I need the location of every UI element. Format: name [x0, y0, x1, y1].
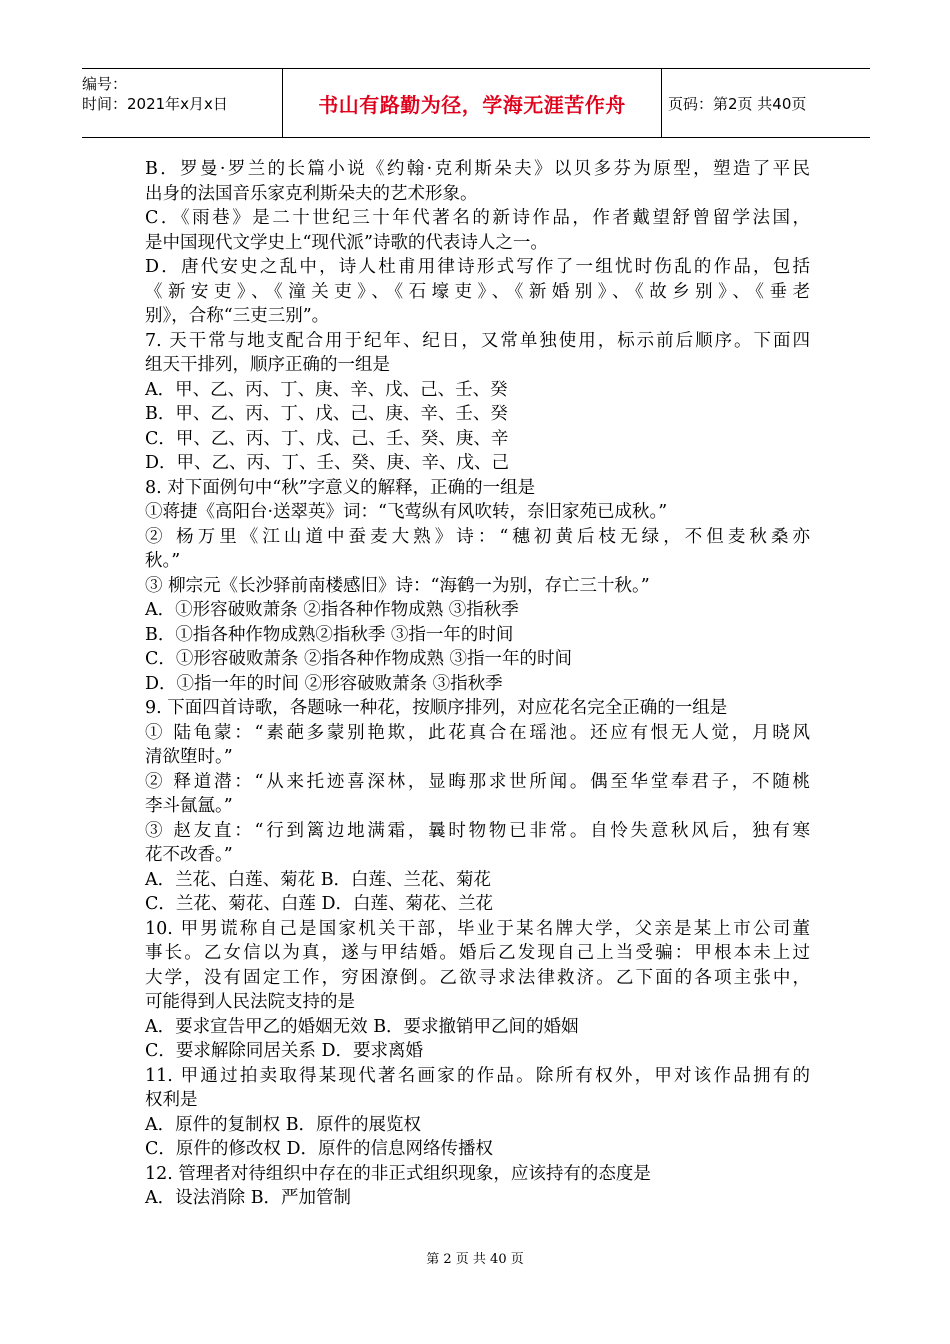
text-line: D．甲、乙、丙、丁、壬、癸、庚、辛、戊、己 — [145, 453, 510, 473]
text-line: ② 杨万里《江山道中蚕麦大熟》诗：“穗初黄后枝无绿，不但麦秋桑亦 — [145, 526, 810, 547]
text-line: 是中国现代文学史上“现代派”诗歌的代表诗人之一。 — [145, 232, 548, 253]
text-line: A．原件的复制权 B．原件的展览权 — [145, 1114, 422, 1135]
text-line: A．兰花、白莲、菊花 B．白莲、兰花、菊花 — [145, 869, 492, 890]
text-line: C．兰花、菊花、白莲 D．白莲、菊花、兰花 — [145, 894, 493, 914]
text-line: 别》，合称“三吏三别”。 — [145, 306, 330, 326]
text-line: D．①指一年的时间 ②形容破败萧条 ③指秋季 — [145, 673, 503, 694]
text-line: 7. 天干常与地支配合用于纪年、纪日，又常单独使用，标示前后顺序。下面四 — [145, 330, 810, 351]
text-line: ② 释道潜：“从来托迹喜深林，显晦那求世所闻。偶至华堂奉君子，不随桃 — [145, 771, 810, 792]
text-line: 《新安吏》、《潼关吏》、《石壕吏》、《新婚别》、《故乡别》、《垂老 — [145, 281, 810, 302]
text-line: 大学，没有固定工作，穷困潦倒。乙欲寻求法律救济。乙下面的各项主张中， — [145, 967, 810, 988]
header-motto: 书山有路勤为径，学海无涯苦作舟 — [318, 92, 626, 117]
text-line: 出身的法国音乐家克利斯朵夫的艺术形象。 — [145, 183, 478, 204]
text-line: 8. 对下面例句中“秋”字意义的解释，正确的一组是 — [145, 477, 536, 498]
page-footer: 第 2 页 共 40 页 — [426, 1252, 524, 1267]
text-line: ①蒋捷《高阳台·送翠英》词：“飞莺纵有风吹转，奈旧家苑已成秋。” — [145, 502, 668, 522]
text-line: 花不改香。” — [145, 845, 233, 865]
text-line: C．原件的修改权 D．原件的信息网络传播权 — [145, 1139, 493, 1159]
text-line: 10. 甲男谎称自己是国家机关干部，毕业于某名牌大学，父亲是某上市公司董 — [145, 918, 810, 939]
text-line: 秋。” — [145, 551, 181, 571]
text-line: A．要求宣告甲乙的婚姻无效 B．要求撤销甲乙间的婚姻 — [145, 1016, 579, 1037]
text-line: B．罗曼·罗兰的长篇小说《约翰·克利斯朵夫》以贝多芬为原型，塑造了平民 — [145, 159, 810, 179]
text-line: C．①形容破败萧条 ②指各种作物成熟 ③指一年的时间 — [145, 649, 573, 669]
text-line: 12. 管理者对待组织中存在的非正式组织现象，应该持有的态度是 — [145, 1163, 651, 1184]
page-header — [82, 68, 870, 138]
document-date-label: 时间：2021年x月x日 — [82, 95, 228, 113]
text-line: 11. 甲通过拍卖取得某现代著名画家的作品。除所有权外，甲对该作品拥有的 — [145, 1065, 810, 1086]
header-page-info: 页码：第2页 共40页 — [668, 94, 807, 113]
text-line: C．《雨巷》是二十世纪三十年代著名的新诗作品，作者戴望舒曾留学法国， — [145, 208, 810, 228]
text-line: 事长。乙女信以为真，遂与甲结婚。婚后乙发现自己上当受骗：甲根本未上过 — [145, 943, 810, 963]
header-motto-cell — [283, 69, 662, 137]
text-line: A．甲、乙、丙、丁、庚、辛、戊、己、壬、癸 — [145, 379, 508, 400]
document-number-label: 编号： — [82, 75, 128, 93]
text-line: D．唐代安史之乱中，诗人杜甫用律诗形式写作了一组忧时伤乱的作品，包括 — [145, 257, 810, 277]
text-line: 权利是 — [145, 1090, 198, 1110]
text-line: A．①形容破败萧条 ②指各种作物成熟 ③指秋季 — [145, 600, 519, 620]
text-line: A．设法消除 B．严加管制 — [145, 1188, 352, 1208]
text-line: B．甲、乙、丙、丁、戊、己、庚、辛、壬、癸 — [145, 404, 508, 424]
text-line: 李斗氤氲。” — [145, 796, 233, 816]
text-line: C．要求解除同居关系 D．要求离婚 — [145, 1041, 423, 1061]
document-body — [145, 157, 810, 1211]
text-line: 可能得到人民法院支持的是 — [145, 992, 355, 1012]
text-line: ③ 柳宗元《长沙驿前南楼感旧》诗：“海鹤一为别，存亡三十秋。” — [145, 575, 650, 596]
text-line: 组天干排列，顺序正确的一组是 — [145, 355, 390, 375]
text-line: C．甲、乙、丙、丁、戊、己、壬、癸、庚、辛 — [145, 428, 509, 449]
text-line: ③ 赵友直：“行到篱边地满霜，曩时物物已非常。自怜失意秋风后，独有寒 — [145, 820, 810, 841]
text-line: 清欲堕时。” — [145, 747, 233, 767]
text-line: B．①指各种作物成熟②指秋季 ③指一年的时间 — [145, 624, 514, 645]
header-meta-cell — [82, 69, 283, 137]
text-line: ① 陆龟蒙：“素葩多蒙别艳欺，此花真合在瑶池。还应有恨无人觉，月晓风 — [145, 722, 810, 743]
text-line: 9. 下面四首诗歌，各题咏一种花，按顺序排列，对应花名完全正确的一组是 — [145, 698, 728, 718]
